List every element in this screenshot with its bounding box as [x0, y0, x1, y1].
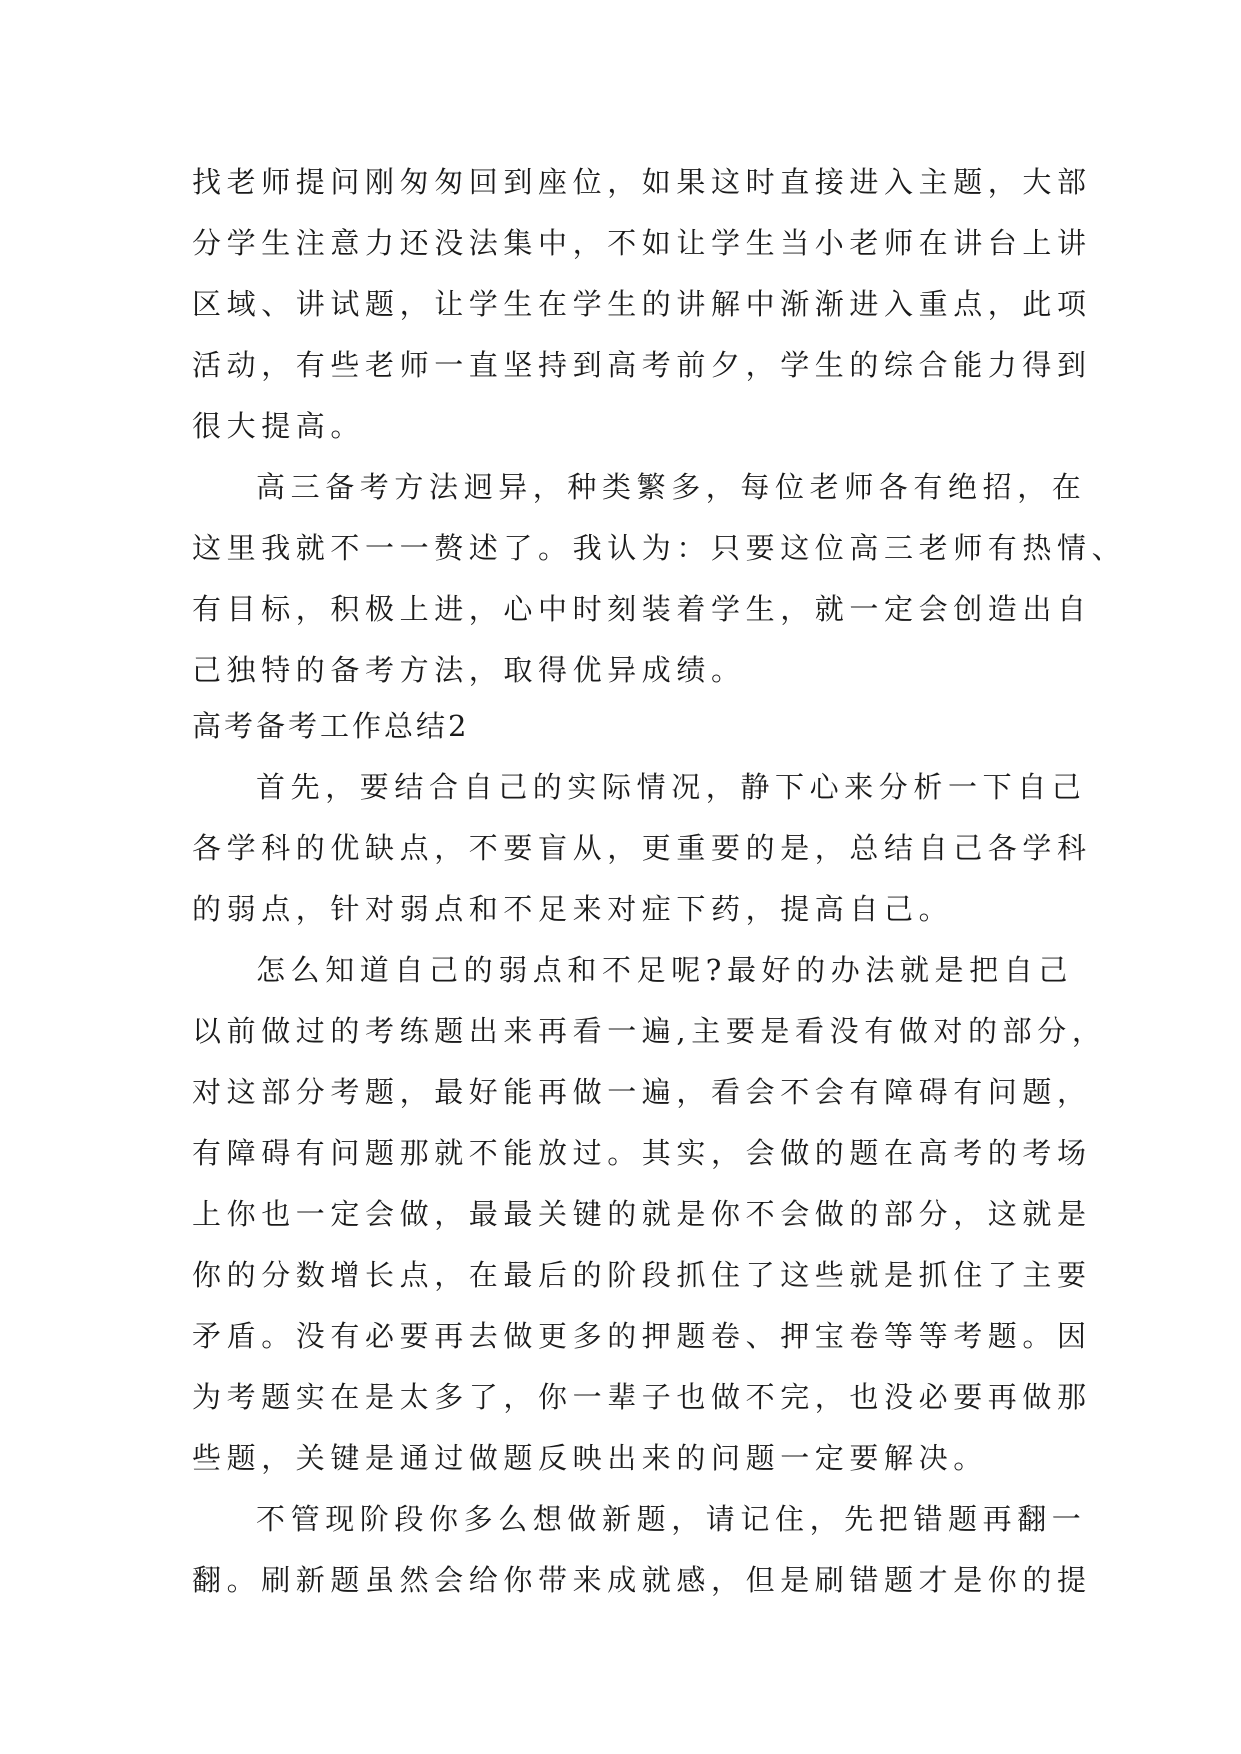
- paragraph-first-line: 不管现阶段你多么想做新题，请记住，先把错题再翻一: [256, 1502, 1087, 1536]
- paragraph-first-line: 高三备考方法迥异，种类繁多，每位老师各有绝招，在: [256, 470, 1087, 504]
- text-line: 这里我就不一一赘述了。我认为：只要这位高三老师有热情、: [192, 531, 1127, 565]
- text-line: 活动，有些老师一直坚持到高考前夕，学生的综合能力得到: [192, 348, 1092, 382]
- text-line: 很大提高。: [192, 409, 366, 443]
- text-line: 的弱点，针对弱点和不足来对症下药，提高自己。: [192, 892, 954, 926]
- text-line: 分学生注意力还没法集中，不如让学生当小老师在讲台上讲: [192, 226, 1092, 260]
- text-line: 翻。刷新题虽然会给你带来成就感，但是刷错题才是你的提: [192, 1563, 1092, 1597]
- text-line: 上你也一定会做，最最关键的就是你不会做的部分，这就是: [192, 1197, 1092, 1231]
- text-line: 找老师提问刚匆匆回到座位，如果这时直接进入主题，大部: [192, 165, 1092, 199]
- text-line: 矛盾。没有必要再去做更多的押题卷、押宝卷等等考题。因: [192, 1319, 1092, 1353]
- text-line: 各学科的优缺点，不要盲从，更重要的是，总结自己各学科: [192, 831, 1092, 865]
- text-line: 己独特的备考方法，取得优异成绩。: [192, 653, 746, 687]
- text-line: 区域、讲试题，让学生在学生的讲解中渐渐进入重点，此项: [192, 287, 1092, 321]
- text-line: 有目标，积极上进，心中时刻装着学生，就一定会创造出自: [192, 592, 1092, 626]
- text-line: 为考题实在是太多了，你一辈子也做不完，也没必要再做那: [192, 1380, 1092, 1414]
- text-line: 你的分数增长点，在最后的阶段抓住了这些就是抓住了主要: [192, 1258, 1092, 1292]
- text-line: 有障碍有问题那就不能放过。其实，会做的题在高考的考场: [192, 1136, 1092, 1170]
- text-line: 些题，关键是通过做题反映出来的问题一定要解决。: [192, 1441, 988, 1475]
- paragraph-first-line: 首先，要结合自己的实际情况，静下心来分析一下自己: [256, 770, 1087, 804]
- text-line: 以前做过的考练题出来再看一遍,主要是看没有做对的部分，: [192, 1014, 1107, 1048]
- section-heading: 高考备考工作总结2: [192, 709, 470, 743]
- text-line: 对这部分考题，最好能再做一遍，看会不会有障碍有问题，: [192, 1075, 1092, 1109]
- paragraph-first-line: 怎么知道自己的弱点和不足呢?最好的办法就是把自己: [256, 953, 1073, 987]
